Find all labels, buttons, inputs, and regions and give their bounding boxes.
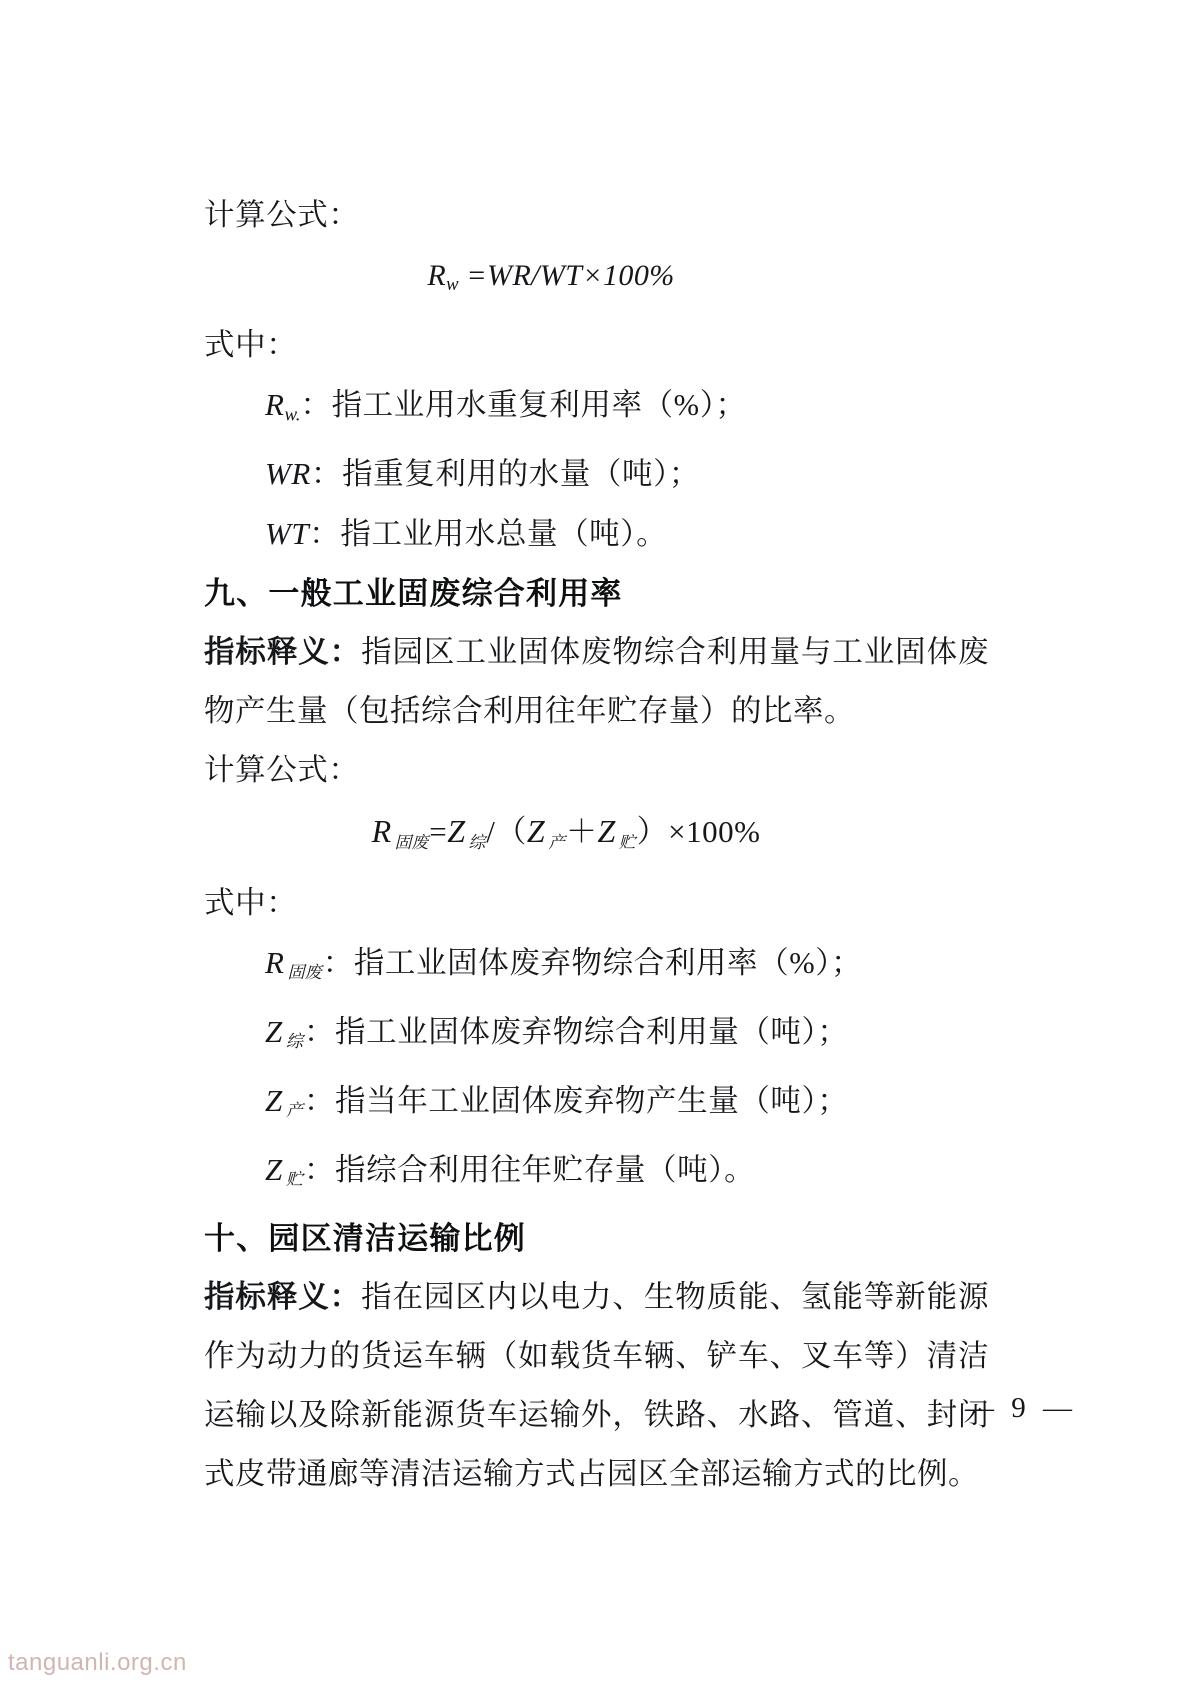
heading-section-nine: 九、一般工业固废综合利用率 — [204, 576, 623, 612]
formula-sw-z2-subscript: 产 — [548, 832, 565, 852]
formula-label-solid-waste: 计算公式： — [204, 753, 360, 788]
definition-item-wt — [143, 504, 989, 564]
page-number: — 9 — — [965, 1392, 1077, 1424]
formula-label-water: 计算公式： — [204, 198, 360, 232]
formula-sw-r-subscript: 固废 — [394, 832, 429, 852]
definition-paragraph-nine — [143, 623, 989, 741]
formula-sw-slash: /（ — [486, 814, 527, 850]
symbol-zchan-subscript: 产 — [285, 1100, 303, 1120]
heading-section-ten: 十、园区清洁运输比例 — [204, 1220, 526, 1256]
symbol-wt: WT — [265, 516, 310, 552]
definition-item-zzhu — [143, 1140, 989, 1209]
formula-sw-equals: = — [429, 814, 448, 850]
formula-sw-z2: Z — [526, 813, 546, 850]
definition-body-nine: 指园区工业固体废物综合利用量与工业固体废物产生量（包括综合利用往年贮存量）的比率。 — [204, 635, 990, 729]
symbol-rw: R — [265, 387, 285, 423]
symbol-zzhu: Z — [265, 1151, 283, 1187]
definition-text-rgf: ：指工业固体废弃物综合利用率（%）； — [322, 945, 863, 980]
where-label-solid-waste: 式中： — [204, 885, 298, 920]
definition-text-wr: ：指重复利用的水量（吨）； — [310, 457, 701, 492]
symbol-rgf: R — [265, 944, 285, 980]
formula-water-var: R — [427, 259, 447, 292]
formula-water — [143, 245, 989, 316]
symbol-rw-subscript: w. — [284, 404, 301, 426]
formula-water-rest: =WR/WT×100% — [458, 259, 675, 292]
symbol-zzong-subscript: 综 — [285, 1031, 303, 1051]
formula-water-subscript: w — [446, 274, 459, 296]
symbol-rgf-subscript: 固废 — [287, 962, 322, 982]
page-content — [143, 186, 989, 1504]
formula-sw-z3-subscript: 贮 — [618, 832, 636, 852]
formula-sw-r: R — [371, 813, 392, 850]
formula-sw-plus: ＋ — [566, 814, 598, 850]
definition-label-nine: 指标释义： — [204, 635, 362, 670]
formula-sw-tail: ）×100% — [636, 814, 761, 850]
definition-item-rgf — [143, 933, 989, 1002]
definition-item-rw — [143, 375, 989, 444]
definition-paragraph-ten — [143, 1268, 989, 1504]
formula-sw-z1: Z — [447, 813, 466, 850]
definition-item-zchan — [143, 1071, 989, 1140]
symbol-zzhu-subscript: 贮 — [285, 1169, 303, 1189]
where-label-water: 式中： — [204, 328, 298, 363]
symbol-zzong: Z — [265, 1013, 283, 1049]
definition-body-ten: 指在园区内以电力、生物质能、氢能等新能源作为动力的货运车辆（如载货车辆、铲车、叉车等）清洁运输以及除新能源货车运输外，铁路、水路、管道、封闭式皮带通廊等清洁运输方式占园区全部运输方式的比例。 — [204, 1279, 990, 1491]
formula-solid-waste — [143, 800, 989, 873]
definition-item-wr — [143, 444, 989, 504]
definition-text-zchan: ：指当年工业固体废弃物产生量（吨）； — [303, 1083, 849, 1118]
definition-label-ten: 指标释义： — [204, 1279, 362, 1314]
definition-text-rw: ：指工业用水重复利用率（%）； — [300, 388, 747, 423]
formula-sw-z1-subscript: 综 — [468, 832, 486, 852]
definition-text-zzong: ：指工业固体废弃物综合利用量（吨）； — [303, 1014, 849, 1049]
formula-sw-z3: Z — [597, 813, 616, 850]
site-watermark: tanguanli.org.cn — [8, 1649, 187, 1676]
definition-text-wt: ：指工业用水总量（吨）。 — [309, 517, 668, 552]
definition-text-zzhu: ：指综合利用往年贮存量（吨）。 — [303, 1152, 756, 1187]
symbol-wr: WR — [265, 456, 311, 492]
symbol-zchan: Z — [265, 1082, 283, 1118]
definition-item-zzong — [143, 1002, 989, 1071]
